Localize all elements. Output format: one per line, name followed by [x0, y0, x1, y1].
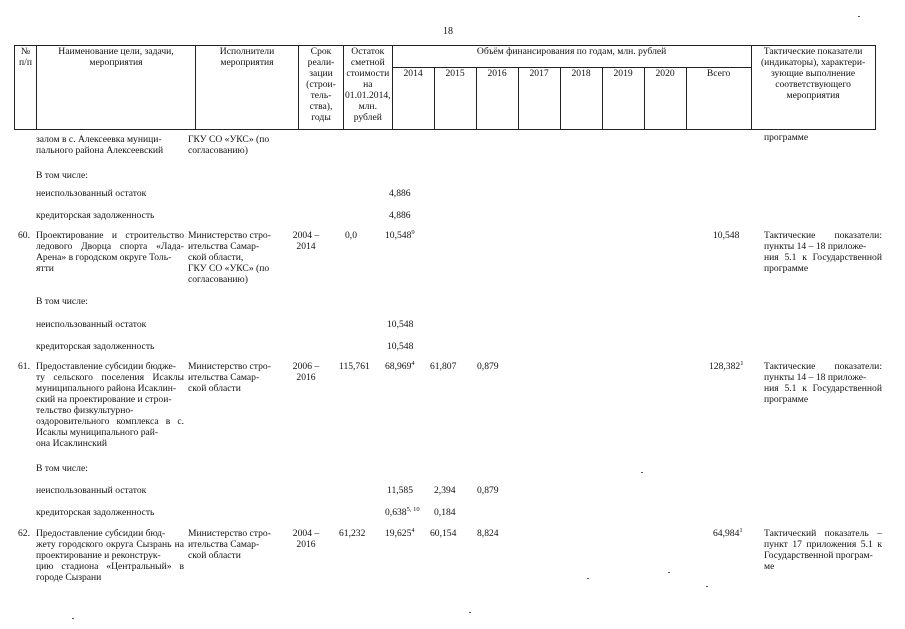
scan-speck	[72, 618, 74, 619]
cont-executors: ГКУ СО «УКС» (по согласованию)	[188, 134, 270, 156]
cell-2014	[385, 507, 420, 518]
hdr-year: 2015	[434, 68, 476, 130]
hdr-year: 2019	[602, 68, 644, 130]
hdr-name: Наименование цели, задачи, мероприятия	[37, 46, 196, 130]
hdr-year: 2014	[392, 68, 434, 130]
cell-2014: 11,585	[387, 485, 414, 496]
scan-speck	[706, 586, 708, 587]
item-name: Предоставление субсидии бюдже- ту сельского поселения Исаклы муниципального района Исаклин- ский на проектирование и строи- тельство физкультурно- оздоровительного комплекса в с. Исаклы муниципального рай- она Исаклинский	[36, 361, 184, 449]
header-table	[14, 45, 876, 130]
subrow-label: кредиторская задолженность	[36, 341, 155, 352]
item-executors: Министерство стро- ительства Самар- ской области, ГКУ СО «УКС» (по согласованию)	[188, 230, 271, 285]
cell-2014	[385, 361, 415, 372]
cell-total-value: 128,382	[709, 361, 741, 372]
item-number: 62.	[18, 528, 30, 539]
hdr-num: № п/п	[15, 46, 37, 130]
cell-2014: 10,548	[387, 341, 414, 352]
subrow-label: кредиторская задолженность	[36, 210, 155, 221]
cell-2016: 8,824	[477, 528, 499, 539]
hdr-year: 2017	[518, 68, 560, 130]
item-remainder: 115,761	[339, 361, 370, 372]
scan-speck	[587, 578, 589, 579]
hdr-funding: Объём финансирования по годам, млн. рублей	[392, 46, 751, 68]
cell-2014: 4,886	[389, 188, 411, 199]
subrow-label: кредиторская задолженность	[36, 507, 155, 518]
item-name: Проектирование и строительство ледового Дворца спорта «Лада-Арена» в городском округе Толь- ятти	[36, 230, 184, 274]
item-remainder: 0,0	[345, 230, 357, 241]
cont-name: залом в с. Алексеевка муници- пального района Алексеевский	[36, 134, 164, 156]
footnote-mark: 1	[740, 360, 744, 367]
cell-2014-value: 19,625	[385, 528, 412, 539]
cell-2014-value: 68,969	[385, 361, 412, 372]
cell-2014-value: 10,548	[385, 230, 412, 241]
subrow-label: В том числе:	[36, 296, 88, 307]
subrow-label: В том числе:	[36, 463, 88, 474]
cell-2015: 0,184	[434, 507, 456, 518]
cell-2014: 4,886	[389, 210, 411, 221]
scan-speck	[668, 572, 670, 573]
footnote-mark: 1	[739, 527, 743, 534]
hdr-executors: Исполнители мероприятия	[196, 46, 299, 130]
item-term: 2004 – 2016	[292, 528, 320, 550]
cell-2015: 61,807	[430, 361, 457, 372]
item-term: 2006 – 2016	[292, 361, 320, 383]
item-term: 2004 – 2014	[292, 230, 320, 252]
subrow-label: В том числе:	[36, 170, 88, 181]
cell-total: 10,548	[713, 230, 740, 241]
footnote-mark: 9	[411, 229, 415, 236]
cell-2014-value: 0,638	[385, 507, 407, 518]
cell-2015: 60,154	[430, 528, 457, 539]
item-indicators: Тактические показатели: пункты 14 – 18 приложе- ния 5.1 к Государственной программе	[764, 361, 882, 405]
item-number: 61.	[18, 361, 30, 372]
item-executors: Министерство стро- ительства Самар- ской области	[188, 361, 271, 394]
cell-total	[709, 361, 743, 372]
hdr-indicators: Тактические показатели (индикаторы), характери- зующие выполнение соответствующего мероприятия	[751, 46, 875, 130]
item-name: Предоставление субсидии бюд- жету городского округа Сызрань на проектирование и реконструк- цию стадиона «Центральный» в городе Сызрани	[36, 528, 184, 583]
item-executors: Министерство стро- ительства Самар- ской области	[188, 528, 271, 561]
hdr-term: Срок реали- зации (строи- тель- ства), годы	[299, 46, 344, 130]
cont-indicators: программе	[764, 132, 809, 143]
footnote-mark: 5, 10	[406, 506, 420, 513]
hdr-year: 2020	[644, 68, 686, 130]
subrow-label: неиспользованный остаток	[36, 319, 147, 330]
hdr-year: 2018	[560, 68, 602, 130]
cell-2016: 0,879	[477, 485, 499, 496]
item-number: 60.	[18, 230, 30, 241]
cell-2015: 2,394	[434, 485, 456, 496]
scan-speck	[858, 16, 860, 17]
hdr-year: 2016	[476, 68, 518, 130]
item-indicators: Тактические показатели: пункты 14 – 18 приложе- ния 5.1 к Государственной программе	[764, 230, 882, 274]
scan-speck	[641, 472, 643, 473]
footnote-mark: 4	[411, 527, 415, 534]
page-number: 18	[443, 26, 453, 37]
cell-2014: 10,548	[387, 319, 414, 330]
cell-2014	[385, 528, 415, 539]
hdr-remainder: Остаток сметной стоимости на 01.01.2014, млн. рублей	[344, 46, 393, 130]
cell-total	[713, 528, 743, 539]
footnote-mark: 4	[411, 360, 415, 367]
subrow-label: неиспользованный остаток	[36, 188, 147, 199]
cell-total-value: 64,984	[713, 528, 740, 539]
cell-2014	[385, 230, 415, 241]
item-remainder: 61,232	[339, 528, 366, 539]
item-indicators: Тактический показатель – пункт 17 приложения 5.1 к Государственной програм- ме	[764, 528, 882, 572]
cell-2016: 0,879	[477, 361, 499, 372]
subrow-label: неиспользованный остаток	[36, 485, 147, 496]
scan-speck	[469, 612, 471, 613]
hdr-year-total: Всего	[686, 68, 751, 130]
